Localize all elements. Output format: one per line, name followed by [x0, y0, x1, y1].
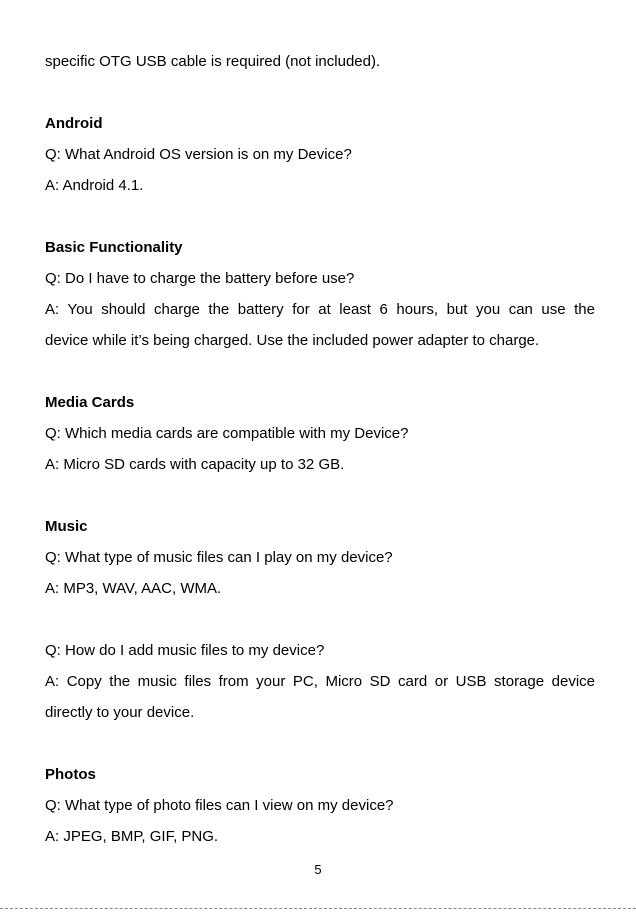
faq-answer: directly to your device. [45, 704, 195, 721]
faq-answer: A: Android 4.1. [45, 177, 144, 194]
faq-question: Q: What type of music files can I play on my device? [45, 549, 393, 566]
faq-answer: device while it’s being charged. Use the included power adapter to charge. [45, 332, 540, 349]
spacer [45, 356, 595, 387]
faq-answer: A: Copy the music files from your PC, Micro SD card or USB storage device [45, 673, 595, 690]
spacer [45, 77, 595, 108]
faq-answer: A: JPEG, BMP, GIF, PNG. [45, 828, 219, 845]
page-bottom-border [0, 908, 636, 909]
faq-question: Q: Which media cards are compatible with my Device? [45, 425, 409, 442]
faq-question: Q: What Android OS version is on my Device? [45, 146, 352, 163]
faq-answer: A: MP3, WAV, AAC, WMA. [45, 580, 222, 597]
section-heading-basic-functionality: Basic Functionality [45, 239, 183, 256]
spacer [45, 480, 595, 511]
faq-question: Q: Do I have to charge the battery before use? [45, 270, 355, 287]
manual-page [45, 0, 595, 852]
faq-answer: A: Micro SD cards with capacity up to 32 GB. [45, 456, 345, 473]
section-heading-music: Music [45, 518, 88, 535]
page-number: 5 [314, 862, 322, 877]
faq-question: Q: How do I add music files to my device? [45, 642, 325, 659]
faq-answer: A: You should charge the battery for at least 6 hours, but you can use the [45, 301, 595, 318]
spacer [45, 201, 595, 232]
spacer [45, 604, 595, 635]
intro-text: specific OTG USB cable is required (not included). [45, 53, 381, 70]
section-heading-android: Android [45, 115, 103, 132]
section-heading-media-cards: Media Cards [45, 394, 135, 411]
spacer [45, 728, 595, 759]
section-heading-photos: Photos [45, 766, 96, 783]
faq-question: Q: What type of photo files can I view on my device? [45, 797, 394, 814]
